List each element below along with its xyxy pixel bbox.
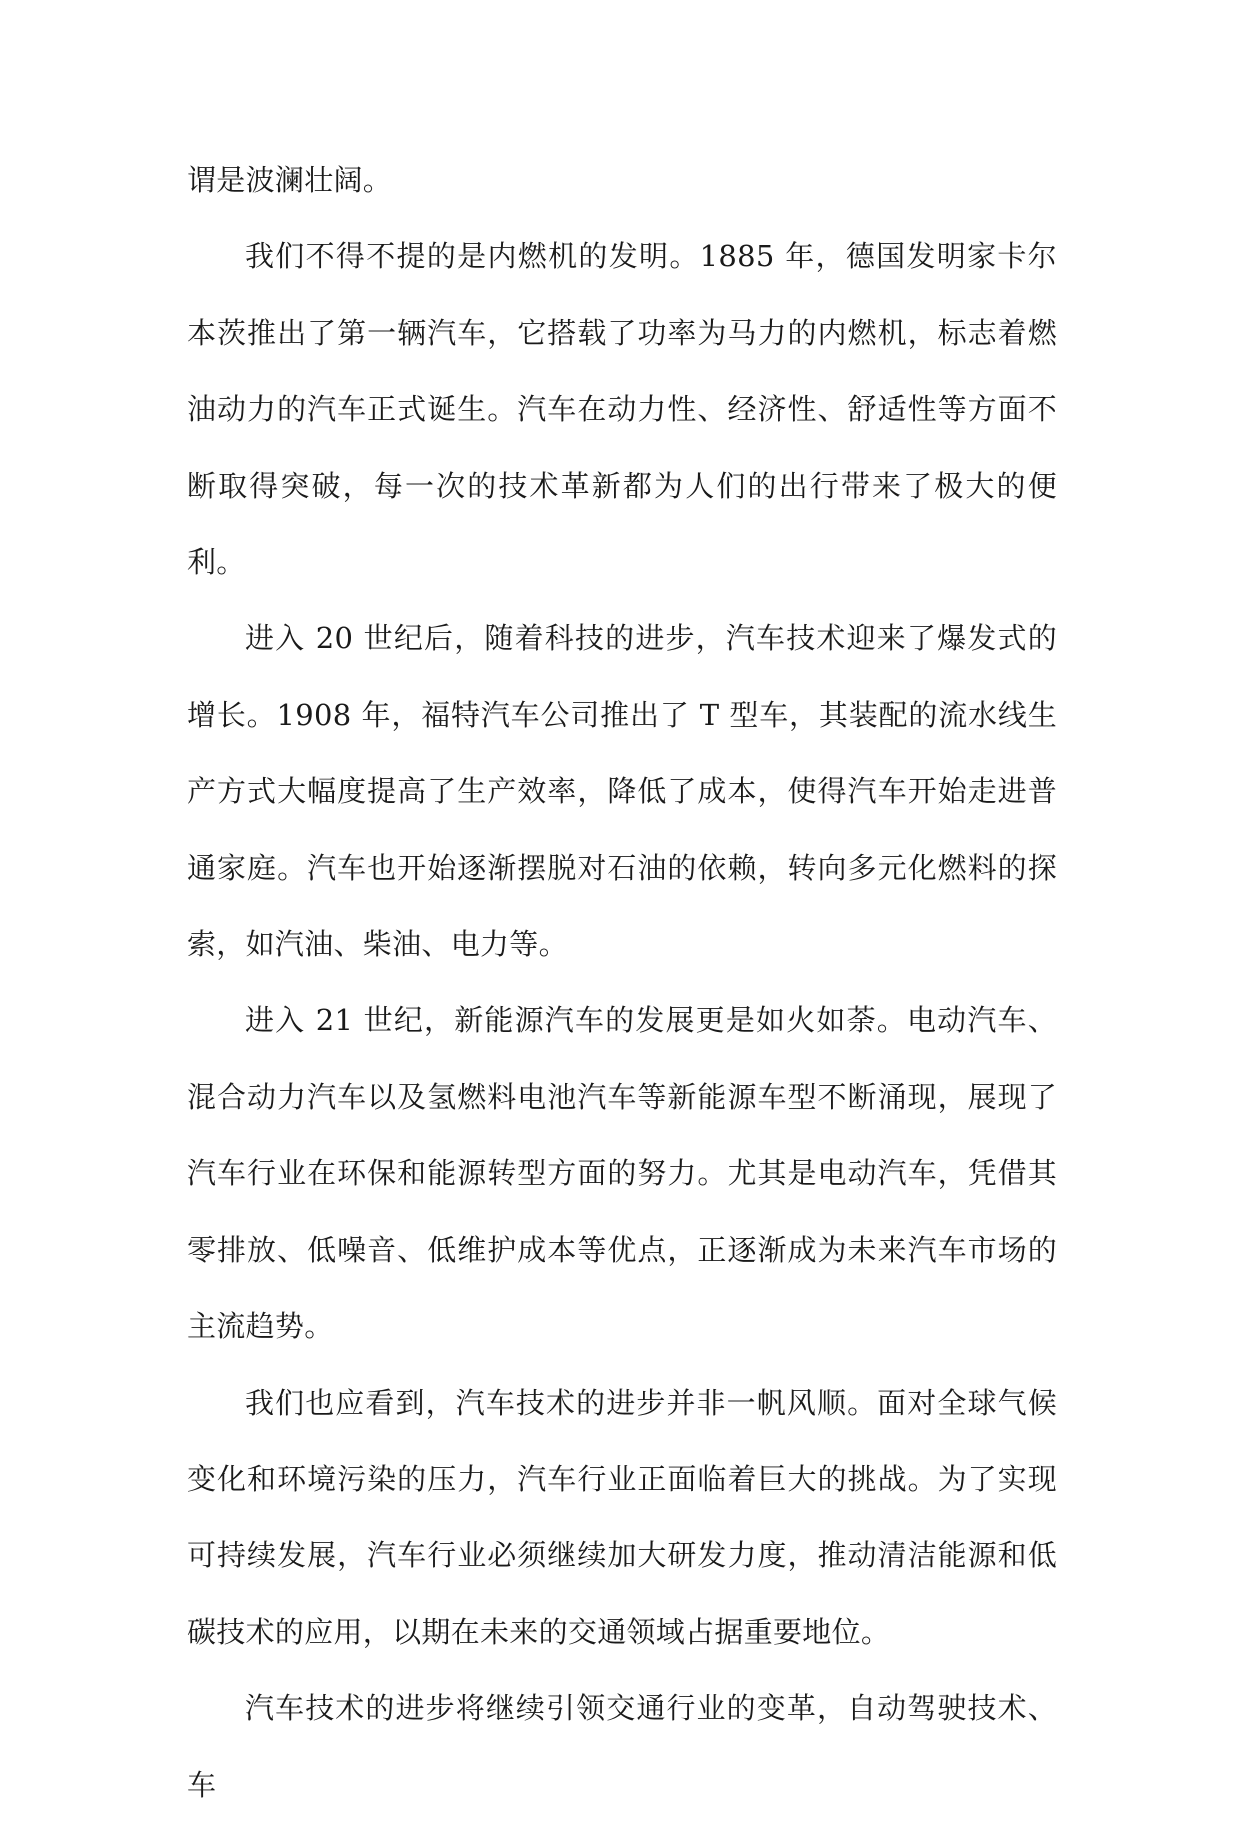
paragraph-future: 汽车技术的进步将继续引领交通行业的变革，自动驾驶技术、车 — [187, 1691, 1057, 1802]
paragraph-21st-century: 进入 21 世纪，新能源汽车的发展更是如火如荼。电动汽车、混合动力汽车以及氢燃料电池汽车等新能源车型不断涌现，展现了汽车行业在环保和能源转型方面的努力。尤其是电动汽车，凭借其零排放、低噪音、低维护成本等优点，正逐渐成为未来汽车市场的主流趋势。 — [187, 1003, 1057, 1344]
document-body — [187, 142, 1057, 1823]
paragraph-20th-century: 进入 20 世纪后，随着科技的进步，汽车技术迎来了爆发式的增长。1908 年，福特汽车公司推出了 T 型车，其装配的流水线生产方式大幅度提高了生产效率，降低了成本，使得汽车开始走进普通家庭。汽车也开始逐渐摆脱对石油的依赖，转向多元化燃料的探索，如汽油、柴油、电力等。 — [187, 621, 1057, 962]
paragraph-internal-combustion: 我们不得不提的是内燃机的发明。1885 年，德国发明家卡尔本茨推出了第一辆汽车，它搭载了功率为马力的内燃机，标志着燃油动力的汽车正式诞生。汽车在动力性、经济性、舒适性等方面不断取得突破，每一次的技术革新都为人们的出行带来了极大的便利。 — [187, 239, 1057, 580]
paragraph-continuation: 谓是波澜壮阔。 — [187, 163, 393, 197]
paragraph-challenges: 我们也应看到，汽车技术的进步并非一帆风顺。面对全球气候变化和环境污染的压力，汽车行业正面临着巨大的挑战。为了实现可持续发展，汽车行业必须继续加大研发力度，推动清洁能源和低碳技术的应用，以期在未来的交通领域占据重要地位。 — [187, 1385, 1057, 1649]
